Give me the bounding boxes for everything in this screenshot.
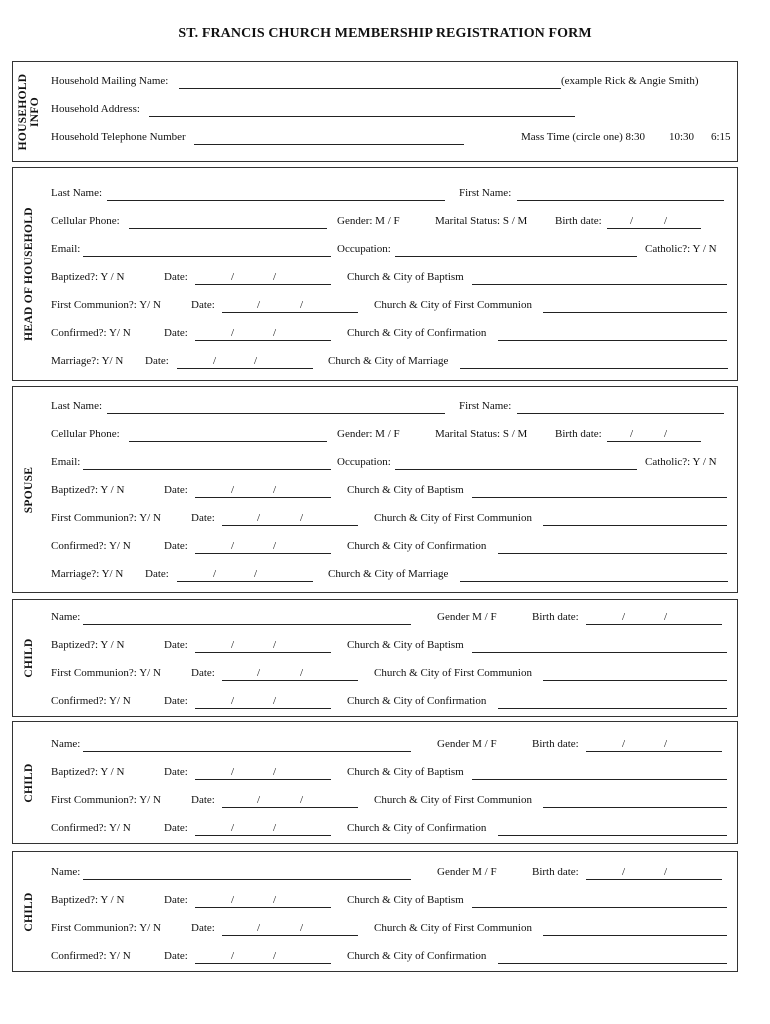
church-baptism-label: Church & City of Baptism	[347, 271, 464, 283]
first-name-label: First Name:	[459, 187, 512, 199]
birth-date-field[interactable]	[607, 228, 701, 229]
date-slash: /	[622, 866, 626, 878]
marriage-date-field[interactable]	[177, 368, 313, 369]
confirmation-date-label: Date:	[164, 950, 188, 962]
confirmation-date-field[interactable]	[195, 963, 331, 964]
church-communion-field[interactable]	[543, 312, 727, 313]
cell-phone-label: Cellular Phone:	[51, 215, 120, 227]
confirmation-date-field[interactable]	[195, 340, 331, 341]
child-section-2	[12, 721, 738, 844]
gender-field[interactable]: Gender: M / F	[337, 215, 400, 227]
mailing-name-example: (example Rick & Angie Smith)	[561, 75, 699, 87]
date-slash: /	[257, 794, 261, 806]
marriage-field[interactable]: Marriage?: Y/ N	[51, 568, 124, 580]
child-side-label: CHILD	[23, 762, 35, 803]
child-birth-date-field[interactable]	[586, 879, 722, 880]
email-field[interactable]	[83, 469, 331, 470]
spouse-side-label: SPOUSE	[23, 466, 35, 513]
date-slash: /	[630, 428, 634, 440]
communion-date-field[interactable]	[222, 807, 358, 808]
date-slash: /	[622, 611, 626, 623]
date-slash: /	[231, 894, 235, 906]
church-baptism-field[interactable]	[472, 779, 727, 780]
church-communion-field[interactable]	[543, 807, 727, 808]
date-slash: /	[273, 822, 277, 834]
confirmation-date-field[interactable]	[195, 553, 331, 554]
child-birth-date-field[interactable]	[586, 624, 722, 625]
baptism-date-field[interactable]	[195, 652, 331, 653]
date-slash: /	[257, 512, 261, 524]
date-slash: /	[664, 428, 668, 440]
child-gender-field[interactable]: Gender M / F	[437, 738, 497, 750]
last-name-field[interactable]	[107, 413, 445, 414]
date-slash: /	[630, 215, 634, 227]
telephone-label: Household Telephone Number	[51, 131, 186, 143]
church-communion-label: Church & City of First Communion	[374, 512, 532, 524]
church-communion-field[interactable]	[543, 680, 727, 681]
date-slash: /	[257, 922, 261, 934]
date-slash: /	[273, 540, 277, 552]
child-name-label: Name:	[51, 611, 81, 623]
birth-date-field[interactable]	[607, 441, 701, 442]
church-communion-label: Church & City of First Communion	[374, 299, 532, 311]
date-slash: /	[300, 667, 304, 679]
head-of-household-section	[12, 167, 738, 381]
church-confirmation-field[interactable]	[498, 553, 727, 554]
marital-status-field[interactable]: Marital Status: S / M	[435, 428, 528, 440]
address-label: Household Address:	[51, 103, 140, 115]
date-slash: /	[664, 215, 668, 227]
baptism-date-label: Date:	[164, 894, 188, 906]
marriage-date-field[interactable]	[177, 581, 313, 582]
communion-date-label: Date:	[191, 512, 215, 524]
date-slash: /	[273, 695, 277, 707]
child-name-label: Name:	[51, 866, 81, 878]
mailing-name-field[interactable]	[179, 88, 561, 89]
child-birth-date-label: Birth date:	[532, 866, 579, 878]
church-baptism-field[interactable]	[472, 284, 727, 285]
confirmation-date-field[interactable]	[195, 708, 331, 709]
occupation-label: Occupation:	[337, 456, 391, 468]
child-name-field[interactable]	[83, 879, 411, 880]
church-baptism-label: Church & City of Baptism	[347, 766, 464, 778]
communion-date-label: Date:	[191, 794, 215, 806]
first-communion-field[interactable]: First Communion?: Y/ N	[51, 299, 161, 311]
church-marriage-label: Church & City of Marriage	[328, 568, 449, 580]
baptized-field[interactable]: Baptized?: Y / N	[51, 271, 125, 283]
date-slash: /	[231, 822, 235, 834]
first-communion-field[interactable]: First Communion?: Y/ N	[51, 512, 161, 524]
first-name-label: First Name:	[459, 400, 512, 412]
church-baptism-field[interactable]	[472, 907, 727, 908]
child-name-label: Name:	[51, 738, 81, 750]
church-confirmation-label: Church & City of Confirmation	[347, 327, 487, 339]
baptism-date-field[interactable]	[195, 907, 331, 908]
baptism-date-label: Date:	[164, 639, 188, 651]
date-slash: /	[664, 611, 668, 623]
first-communion-field[interactable]: First Communion?: Y/ N	[51, 922, 161, 934]
date-slash: /	[273, 894, 277, 906]
spouse-section	[12, 386, 738, 593]
date-slash: /	[300, 794, 304, 806]
mass-time-1030[interactable]: 10:30	[669, 131, 695, 143]
date-slash: /	[622, 738, 626, 750]
date-slash: /	[300, 922, 304, 934]
catholic-field[interactable]: Catholic?: Y / N	[645, 456, 717, 468]
baptized-field[interactable]: Baptized?: Y / N	[51, 639, 125, 651]
church-confirmation-field[interactable]	[498, 708, 727, 709]
date-slash: /	[231, 639, 235, 651]
email-field[interactable]	[83, 256, 331, 257]
date-slash: /	[231, 271, 235, 283]
date-slash: /	[254, 355, 258, 367]
church-confirmation-field[interactable]	[498, 835, 727, 836]
church-confirmation-field[interactable]	[498, 963, 727, 964]
confirmation-date-label: Date:	[164, 822, 188, 834]
mass-time-label[interactable]: Mass Time (circle one) 8:30	[521, 131, 646, 143]
child-side-label: CHILD	[23, 638, 35, 678]
confirmed-field[interactable]: Confirmed?: Y/ N	[51, 950, 131, 962]
confirmed-field[interactable]: Confirmed?: Y/ N	[51, 540, 131, 552]
child-section-3	[12, 851, 738, 972]
occupation-field[interactable]	[395, 469, 637, 470]
last-name-label: Last Name:	[51, 187, 103, 199]
church-confirmation-label: Church & City of Confirmation	[347, 695, 487, 707]
household-side-label: HOUSEHOLD INFO	[17, 73, 41, 150]
mass-time-615[interactable]: 6:15	[711, 131, 731, 143]
child-section-1	[12, 599, 738, 717]
confirmed-field[interactable]: Confirmed?: Y/ N	[51, 695, 131, 707]
church-baptism-label: Church & City of Baptism	[347, 639, 464, 651]
church-communion-label: Church & City of First Communion	[374, 794, 532, 806]
date-slash: /	[300, 512, 304, 524]
communion-date-field[interactable]	[222, 680, 358, 681]
first-name-field[interactable]	[517, 200, 724, 201]
church-baptism-label: Church & City of Baptism	[347, 484, 464, 496]
baptism-date-field[interactable]	[195, 779, 331, 780]
church-baptism-field[interactable]	[472, 652, 727, 653]
first-communion-field[interactable]: First Communion?: Y/ N	[51, 667, 161, 679]
gender-field[interactable]: Gender: M / F	[337, 428, 400, 440]
church-marriage-field[interactable]	[460, 368, 728, 369]
email-label: Email:	[51, 243, 81, 255]
occupation-label: Occupation:	[337, 243, 391, 255]
church-baptism-field[interactable]	[472, 497, 727, 498]
child-name-field[interactable]	[83, 751, 411, 752]
church-marriage-label: Church & City of Marriage	[328, 355, 449, 367]
date-slash: /	[300, 299, 304, 311]
email-label: Email:	[51, 456, 81, 468]
first-name-field[interactable]	[517, 413, 724, 414]
date-slash: /	[213, 568, 217, 580]
address-field[interactable]	[149, 116, 575, 117]
child-side-label: CHILD	[23, 891, 35, 932]
catholic-field[interactable]: Catholic?: Y / N	[645, 243, 717, 255]
date-slash: /	[273, 639, 277, 651]
date-slash: /	[231, 484, 235, 496]
communion-date-label: Date:	[191, 667, 215, 679]
cell-phone-field[interactable]	[129, 441, 327, 442]
date-slash: /	[273, 484, 277, 496]
church-confirmation-label: Church & City of Confirmation	[347, 822, 487, 834]
date-slash: /	[273, 766, 277, 778]
last-name-field[interactable]	[107, 200, 445, 201]
church-communion-label: Church & City of First Communion	[374, 922, 532, 934]
confirmed-field[interactable]: Confirmed?: Y/ N	[51, 822, 131, 834]
head-side-label: HEAD OF HOUSEHOLD	[23, 207, 35, 341]
household-info-section	[12, 61, 738, 162]
telephone-field[interactable]	[194, 144, 464, 145]
date-slash: /	[664, 738, 668, 750]
baptism-date-label: Date:	[164, 766, 188, 778]
date-slash: /	[213, 355, 217, 367]
marital-status-field[interactable]: Marital Status: S / M	[435, 215, 528, 227]
confirmation-date-label: Date:	[164, 327, 188, 339]
date-slash: /	[257, 667, 261, 679]
form-title: ST. FRANCIS CHURCH MEMBERSHIP REGISTRATION FORM	[178, 26, 592, 41]
church-communion-field[interactable]	[543, 525, 727, 526]
date-slash: /	[273, 950, 277, 962]
baptized-field[interactable]: Baptized?: Y / N	[51, 894, 125, 906]
baptism-date-label: Date:	[164, 271, 188, 283]
birth-date-label: Birth date:	[555, 215, 602, 227]
marriage-date-label: Date:	[145, 568, 169, 580]
mailing-name-label: Household Mailing Name:	[51, 75, 169, 87]
date-slash: /	[664, 866, 668, 878]
child-birth-date-label: Birth date:	[532, 611, 579, 623]
child-birth-date-label: Birth date:	[532, 738, 579, 750]
cell-phone-field[interactable]	[129, 228, 327, 229]
communion-date-field[interactable]	[222, 312, 358, 313]
date-slash: /	[231, 327, 235, 339]
baptism-date-field[interactable]	[195, 284, 331, 285]
date-slash: /	[254, 568, 258, 580]
date-slash: /	[231, 950, 235, 962]
cell-phone-label: Cellular Phone:	[51, 428, 120, 440]
church-confirmation-label: Church & City of Confirmation	[347, 950, 487, 962]
occupation-field[interactable]	[395, 256, 637, 257]
child-name-field[interactable]	[83, 624, 411, 625]
date-slash: /	[273, 327, 277, 339]
church-baptism-label: Church & City of Baptism	[347, 894, 464, 906]
church-communion-label: Church & City of First Communion	[374, 667, 532, 679]
child-gender-field[interactable]: Gender M / F	[437, 611, 497, 623]
church-marriage-field[interactable]	[460, 581, 728, 582]
date-slash: /	[257, 299, 261, 311]
communion-date-label: Date:	[191, 922, 215, 934]
birth-date-label: Birth date:	[555, 428, 602, 440]
marriage-field[interactable]: Marriage?: Y/ N	[51, 355, 124, 367]
confirmation-date-label: Date:	[164, 695, 188, 707]
communion-date-field[interactable]	[222, 525, 358, 526]
date-slash: /	[273, 271, 277, 283]
baptized-field[interactable]: Baptized?: Y / N	[51, 484, 125, 496]
confirmation-date-label: Date:	[164, 540, 188, 552]
marriage-date-label: Date:	[145, 355, 169, 367]
church-confirmation-field[interactable]	[498, 340, 727, 341]
confirmed-field[interactable]: Confirmed?: Y/ N	[51, 327, 131, 339]
church-communion-field[interactable]	[543, 935, 727, 936]
church-confirmation-label: Church & City of Confirmation	[347, 540, 487, 552]
baptized-field[interactable]: Baptized?: Y / N	[51, 766, 125, 778]
last-name-label: Last Name:	[51, 400, 103, 412]
date-slash: /	[231, 766, 235, 778]
baptism-date-label: Date:	[164, 484, 188, 496]
first-communion-field[interactable]: First Communion?: Y/ N	[51, 794, 161, 806]
confirmation-date-field[interactable]	[195, 835, 331, 836]
date-slash: /	[231, 695, 235, 707]
baptism-date-field[interactable]	[195, 497, 331, 498]
child-birth-date-field[interactable]	[586, 751, 722, 752]
communion-date-field[interactable]	[222, 935, 358, 936]
child-gender-field[interactable]: Gender M / F	[437, 866, 497, 878]
date-slash: /	[231, 540, 235, 552]
communion-date-label: Date:	[191, 299, 215, 311]
